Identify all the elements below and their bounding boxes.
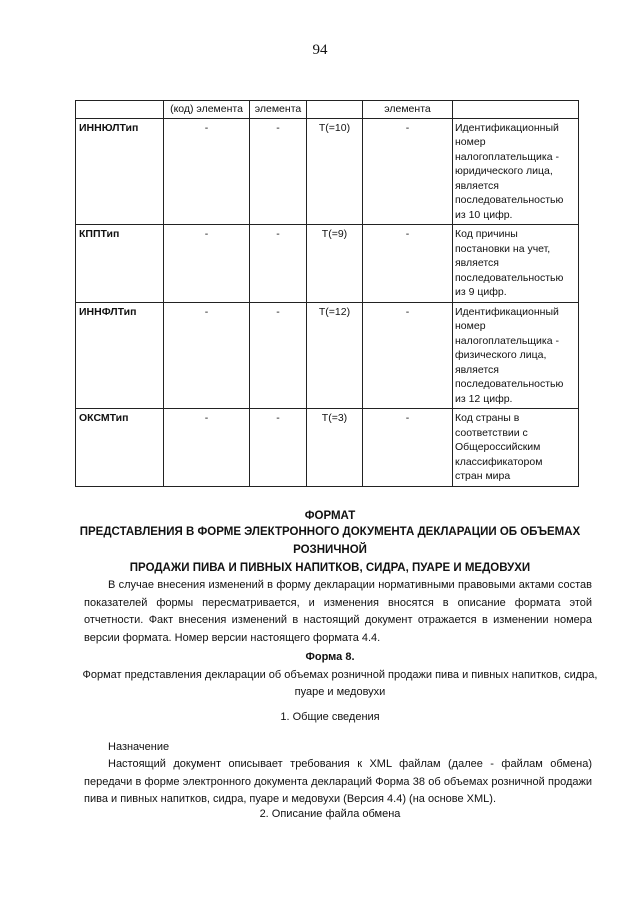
type-format: T(=10) bbox=[307, 118, 363, 225]
header-cell bbox=[76, 101, 164, 119]
form-description-line: пуаре и медовухи bbox=[294, 686, 386, 698]
desc-line: налогоплательщика - bbox=[455, 334, 559, 347]
desc-line: номер bbox=[455, 320, 486, 332]
purpose-label: Назначение bbox=[108, 741, 170, 753]
section-1-title: 1. Общие сведения bbox=[280, 711, 380, 723]
format-heading-line: ПРЕДСТАВЛЕНИЯ В ФОРМЕ ЭЛЕКТРОННОГО ДОКУМЕНТА ДЕКЛАРАЦИИ ОБ ОБЪЕМАХ РОЗНИЧНОЙ bbox=[79, 526, 581, 556]
desc-line: стран мира bbox=[455, 470, 511, 482]
table-row bbox=[76, 302, 579, 409]
table-row bbox=[76, 225, 579, 303]
desc-line: Идентификационный bbox=[455, 305, 559, 318]
cell-value: - bbox=[164, 302, 250, 409]
form-description bbox=[80, 667, 600, 701]
table-row bbox=[76, 409, 579, 487]
cell-value: - bbox=[164, 409, 250, 487]
desc-line: из 9 цифр. bbox=[455, 286, 507, 298]
type-description bbox=[453, 409, 579, 487]
cell-value: - bbox=[164, 118, 250, 225]
format-heading-title bbox=[70, 523, 590, 577]
header-cell: элемента bbox=[363, 101, 453, 119]
desc-line: является bbox=[455, 363, 499, 376]
desc-line: номер bbox=[455, 136, 486, 148]
type-name: ИННФЛТип bbox=[76, 302, 164, 409]
header-cell: (код) элемента bbox=[164, 101, 250, 119]
section-2-title: 2. Описание файла обмена bbox=[259, 808, 401, 820]
format-heading-word: ФОРМАТ bbox=[304, 510, 356, 522]
purpose-paragraph: Настоящий документ описывает требования к XML файлам (далее - файлам обмена) передачи в форме электронного документа деклараций Форма 38 об объемах розничной продажи пива и пивных напитков, сидра, пуаре и медовухи (Версия 4.4) (на основе XML). bbox=[84, 758, 592, 805]
desc-line: Идентификационный bbox=[455, 121, 559, 134]
intro-paragraph: В случае внесения изменений в форму декларации нормативными правовыми актами состав показателей формы пересматривается, и изменения вносятся в описание формата этой отчетности. Факт внесения изменений в настоящий документ отражается в изменении номера версии формата. Номер версии настоящего формата 4.4. bbox=[84, 579, 592, 644]
desc-line: является bbox=[455, 257, 499, 269]
cell-value: - bbox=[363, 118, 453, 225]
desc-line: Код причины bbox=[455, 228, 518, 240]
header-cell bbox=[453, 101, 579, 119]
type-description bbox=[453, 302, 579, 409]
cell-value: - bbox=[250, 302, 307, 409]
desc-line: Код страны в bbox=[455, 412, 520, 424]
desc-line: юридического лица, bbox=[455, 165, 553, 177]
cell-value: - bbox=[363, 409, 453, 487]
type-format: T(=9) bbox=[307, 225, 363, 303]
header-cell: элемента bbox=[250, 101, 307, 119]
cell-value: - bbox=[363, 302, 453, 409]
format-heading-line: ПРОДАЖИ ПИВА И ПИВНЫХ НАПИТКОВ, СИДРА, ПУАРЕ И МЕДОВУХИ bbox=[129, 562, 531, 574]
desc-line: классификатором bbox=[455, 455, 543, 468]
table-row bbox=[76, 118, 579, 225]
type-format: T(=3) bbox=[307, 409, 363, 487]
desc-line: налогоплательщика - bbox=[455, 150, 559, 163]
cell-value: - bbox=[164, 225, 250, 303]
form-label: Форма 8. bbox=[305, 651, 355, 663]
cell-value: - bbox=[363, 225, 453, 303]
type-name: ОКСМТип bbox=[76, 409, 164, 487]
desc-line: соответствии с bbox=[455, 426, 528, 439]
desc-line: является bbox=[455, 179, 499, 192]
desc-line: физического лица, bbox=[455, 349, 547, 361]
type-name: ИННЮЛТип bbox=[76, 118, 164, 225]
desc-line: последовательностью bbox=[455, 194, 564, 206]
table-header-row bbox=[76, 101, 579, 119]
desc-line: последовательностью bbox=[455, 271, 564, 284]
desc-line: из 12 цифр. bbox=[455, 392, 513, 405]
header-cell bbox=[307, 101, 363, 119]
type-format: T(=12) bbox=[307, 302, 363, 409]
page-number: 94 bbox=[312, 42, 328, 58]
desc-line: последовательностью bbox=[455, 378, 564, 390]
cell-value: - bbox=[250, 225, 307, 303]
types-table bbox=[75, 100, 579, 487]
cell-value: - bbox=[250, 118, 307, 225]
type-name: КППТип bbox=[76, 225, 164, 303]
cell-value: - bbox=[250, 409, 307, 487]
desc-line: Общероссийским bbox=[455, 441, 541, 453]
type-description bbox=[453, 225, 579, 303]
desc-line: из 10 цифр. bbox=[455, 208, 513, 221]
desc-line: постановки на учет, bbox=[455, 242, 551, 255]
type-description bbox=[453, 118, 579, 225]
form-description-line: Формат представления декларации об объемах розничной продажи пива и пивных напитков, сидра, bbox=[82, 669, 598, 681]
